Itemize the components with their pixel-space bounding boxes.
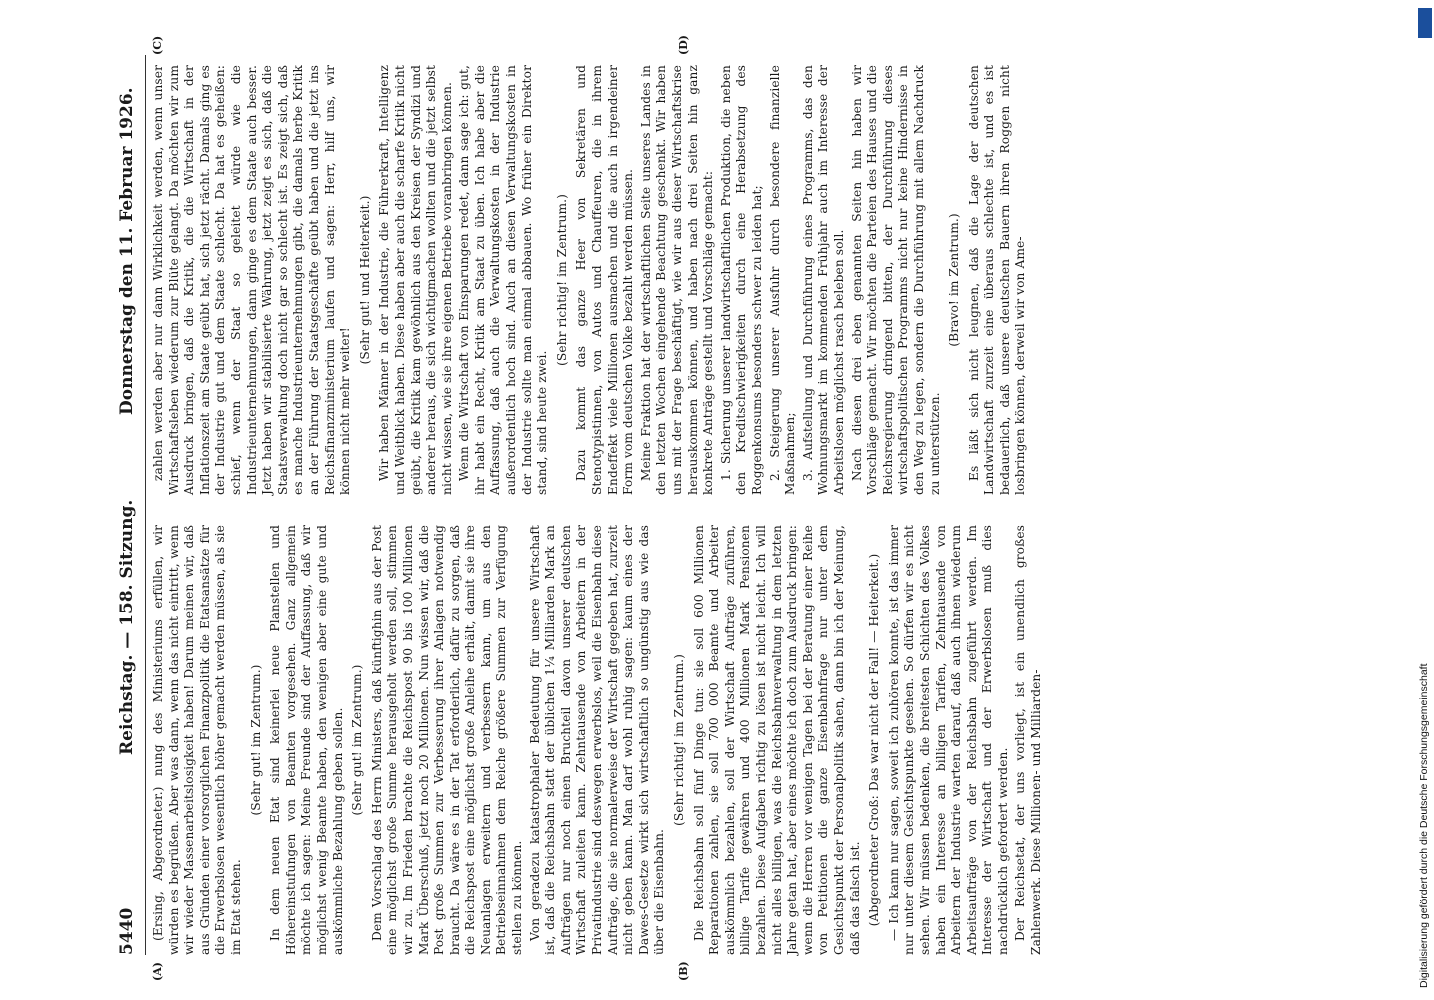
paragraph: (Abgeordneter Groß: Das war nicht der Fall! — Heiterkeit.)	[867, 553, 882, 927]
paragraph: (Sehr gut! im Zentrum.)	[350, 664, 365, 816]
right-column	[151, 65, 1031, 495]
paragraph: Der Reichsetat, der uns vorliegt, ist ein unendlich großes Zahlenwerk. Diese Millionen- und Milliarden-	[1013, 525, 1044, 955]
margin-mark-d: (D)	[677, 35, 690, 55]
paragraph: 3. Aufstellung und Durchführung eines Programms, das den Wohnungsmarkt im kommenden Frühjahr auch im Interesse der Arbeitslosen möglichst rasch beleben soll.	[800, 65, 846, 495]
session-date: Donnerstag den 11. Februar 1926.	[117, 87, 137, 415]
paragraph: Es läßt sich nicht leugnen, daß die Lage der deutschen Landwirtschaft zurzeit eine überaus schlechte ist, und es ist bedauerlich, daß unsere deutschen Bauern ihren Roggen nicht losbringen können, derweil wir von Ame-	[966, 65, 1028, 495]
paragraph: (Sehr gut! und Heiterkeit.)	[357, 195, 372, 365]
credit-text: Digitalisierung gefördert durch die Deutsche Forschungsgemeinschaft	[1418, 663, 1430, 988]
paragraph: (Sehr richtig! im Zentrum.)	[554, 194, 569, 366]
digitization-credit	[1418, 28, 1434, 988]
paragraph: Dem Vorschlag des Herrn Ministers, daß künftighin aus der Post eine möglichst große Summe herausgeholt werden soll, stimmen wir zu. Im Frieden brachte die Reichspost 90 bis 100 Millionen Mark Überschuß, jetzt noch 20 Millionen. Nun wissen wir, daß die Post große Summen zur Verbesserung ihrer Anlagen notwendig braucht. Da wäre es in der Tat erforderlich, dafür zu sorgen, daß die Reichspost eine möglichst große Anleihe erhält, damit sie ihre Neuanlagen erweitern und verbessern kann, um aus den Betriebseinnahmen dem Reiche größere Summen zur Verfügung stellen zu können.	[369, 525, 525, 955]
paragraph: Wir haben Männer in der Industrie, die Führerkraft, Intelligenz und Weitblick haben. Diese haben aber auch die scharfe Kritik nicht geübt, die Kritik kam gewöhnlich aus den Kreisen der Syndizi und anderer heraus, die sich wichtigmachen wollten und die jetzt selbst nicht wissen, wie sie ihre eigenen Betriebe voranbringen können.	[377, 65, 454, 495]
paragraph: (Sehr richtig! im Zentrum.)	[672, 654, 686, 826]
paragraph: Meine Fraktion hat der wirtschaftlichen Seite unseres Landes in den letzten Wochen eingehende Beachtung geschenkt. Wir haben uns mit der Frage beschäftigt, wie wir aus dieser Wirtschaftskrise herauskommen können, und haben nach drei Seiten hin ganz konkrete Anträge gestellt und Vorschläge gemacht:	[638, 65, 716, 495]
session-title: Reichstag. — 158. Sitzung.	[117, 499, 137, 755]
rotated-page-content	[117, 35, 1157, 981]
paragraph: 1. Sicherung unserer landwirtschaftlichen Produktion, die neben den Kreditschwierigkeiten durch eine Herabsetzung des Roggenkonsums besonders schwer zu leiden hat;	[718, 65, 764, 495]
paragraph: 2. Steigerung unserer Ausfuhr durch besondere finanzielle Maßnahmen;	[767, 65, 798, 495]
paragraph: (Bravo! im Zentrum.)	[947, 213, 962, 347]
left-column	[151, 525, 1047, 955]
paragraph: (Ersing, Abgeordneter.) nung des Ministeriums erfüllen, wir würden es begrüßen. Aber was dann, wenn das nicht eintritt, wenn wir wieder Massenarbeitslosigkeit haben! Darum meinen wir, daß aus Gründen einer vorsorglichen Finanzpolitik die Etatsansätze für die Erwerbslosen wesentlich höher gemacht werden müssen, als sie im Etat stehen.	[151, 525, 243, 955]
page-header	[117, 55, 143, 955]
page-number: 5440	[117, 907, 137, 955]
header-rule	[145, 55, 146, 955]
paragraph: zahlen werden aber nur dann Wirklichkeit werden, wenn unser Wirtschaftsleben wiederum zur Blüte gelangt. Da möchten wir zum Ausdruck bringen, daß die Kritik, die die Wirtschaft in der Inflationszeit am Staate geübt hat, sich jetzt rächt. Damals ging es der Industrie gut und dem Staate schlecht. Da hat es geheißen: schief, wenn der Staat so geleitet würde wie die Industrieunternehmungen, dann ginge es dem Staate auch besser. Jetzt haben wir stabilisierte Währung, jetzt zeigt es sich, daß die Staatsverwaltung doch nicht gar so schlecht ist. Es zeigt sich, daß es manche Industrieunternehmungen gibt, die damals herbe Kritik an der Führung der Staatsgeschäfte geübt haben und die jetzt ins Reichsfinanzministerium laufen und sagen: Herr, hilf uns, wir können nicht mehr weiter!	[151, 65, 353, 495]
paragraph: Von geradezu katastrophaler Bedeutung für unsere Wirtschaft ist, daß die Reichsbahn statt der üblichen 1¼ Milliarden Mark an Aufträgen nur noch einen Bruchteil davon unserer deutschen Wirtschaft zuleiten kann. Zehntausende von Arbeitern in der Privatindustrie sind deswegen erwerbslos, weil die Eisenbahn diese Aufträge, die sie normalerweise der Wirtschaft gegeben hat, zurzeit nicht geben kann. Man darf wohl ruhig sagen: kaum eines der Dawes-Gesetze wirkt sich wirtschaftlich so ungünstig aus wie das über die Eisenbahn.	[527, 525, 667, 955]
paragraph: Die Reichsbahn soll fünf Dinge tun: sie soll 600 Millionen Reparationen zahlen, sie soll 700 000 Beamte und Arbeiter auskömmlich bezahlen, soll der Wirtschaft Aufträge zuführen, billige Tarife gewähren und 400 Millionen Mark Pensionen bezahlen. Diese Aufgaben richtig zu lösen ist nicht leicht. Ich will nicht alles billigen, was die Reichsbahnverwaltung in dem letzten Jahre getan hat, aber eines möchte ich doch zum Ausdruck bringen: wenn die Herren vor wenigen Tagen bei der Beratung einer Reihe von Petitionen die ganze Eisenbahnfrage nur unter dem Gesichtspunkt der Personalpolitik sahen, dann bin ich der Meinung, daß das falsch ist.	[691, 525, 862, 955]
margin-mark-c: (C)	[151, 35, 164, 55]
margin-mark-b: (B)	[677, 961, 690, 981]
paragraph: Wenn die Wirtschaft von Einsparungen redet, dann sage ich: gut, ihr habt ein Recht, Kritik am Staat zu üben. Ich habe aber die Auffassung, daß auch die Verwaltungskosten in der Industrie außerordentlich hoch sind. Auch an diesen Verwaltungskosten in der Industrie sollte man einmal abbauen. Wo früher ein Direktor stand, sind heute zwei.	[457, 65, 550, 495]
paragraph: (Sehr gut! im Zentrum.)	[248, 664, 263, 816]
paragraph: Dazu kommt das ganze Heer von Sekretären und Stenotypistinnen, von Autos und Chauffeuren, die in ihrem Endeffekt viele Millionen ausmachen und die auch in irgendeiner Form vom deutschen Volke bezahlt werden müssen.	[574, 65, 636, 495]
paragraph: Nach diesen drei eben genannten Seiten hin haben wir Vorschläge gemacht. Wir möchten die Parteien des Hauses und die Reichsregierung dringend bitten, der Durchführung dieses wirtschaftspolitischen Programms nicht nur keine Hindernisse in den Weg zu legen, sondern die Durchführung mit allem Nachdruck zu unterstützen.	[849, 65, 942, 495]
paragraph: In dem neuen Etat sind keinerlei neue Planstellen und Höhereinstufungen von Beamten vorgesehen. Ganz allgemein möchte ich sagen: Meine Freunde sind der Auffassung, daß wir möglichst wenig Beamte haben, den wenigen aber eine gute und auskömmliche Bezahlung geben sollen.	[268, 525, 345, 955]
margin-mark-a: (A)	[151, 962, 164, 981]
paragraph: — Ich kann nur sagen, soweit ich zuhören konnte, ist das immer nur unter diesem Gesichtspunkte gesehen. So dürfen wir es nicht sehen. Wir müssen bedenken, die breitesten Schichten des Volkes haben ein Interesse an billigen Tarifen, Zehntausende von Arbeitern der Industrie warten darauf, daß auch ihnen wiederum Arbeitsaufträge von der Reichsbahn zugeführt werden. Im Interesse der Wirtschaft und der Erwerbslosen muß dies nachdrücklich gefordert werden.	[886, 525, 1010, 955]
